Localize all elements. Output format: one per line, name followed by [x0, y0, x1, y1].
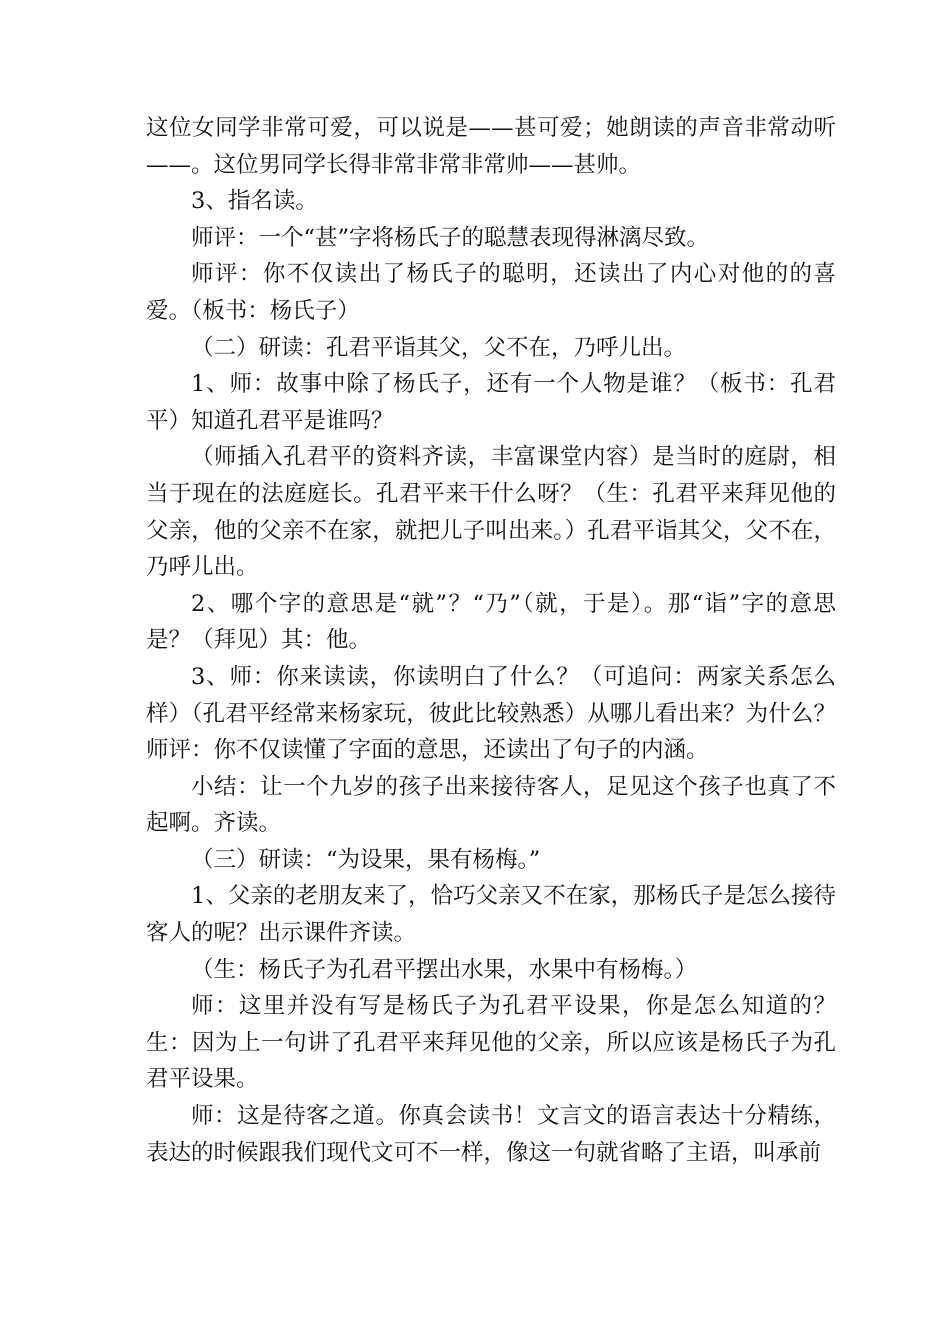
paragraph-13: （生：杨氏子为孔君平摆出水果，水果中有杨梅。）: [191, 956, 698, 983]
document-body: [146, 110, 836, 1171]
paragraph-8: 2、哪个字的意思是“就”？“乃”（就，于是）。那“诣”字的意思是？（拜见）其：他。: [146, 590, 836, 654]
paragraph-5: （二）研读：孔君平诣其父，父不在，乃呼儿出。: [191, 334, 687, 361]
paragraph-15: 师：这是待客之道。你真会读书！文言文的语言表达十分精练，表达的时候跟我们现代文可不一样，像这一句就省略了主语，叫承前: [146, 1103, 836, 1166]
paragraph-1: 这位女同学非常可爱，可以说是——甚可爱；她朗读的声音非常动听——。这位男同学长得非常非常非常帅——甚帅。: [146, 115, 836, 178]
paragraph-12: 1、父亲的老朋友来了，恰巧父亲又不在家，那杨氏子是怎么接待客人的呢？出示课件齐读。: [146, 883, 836, 947]
paragraph-7: （师插入孔君平的资料齐读，丰富课堂内容）是当时的庭尉，相当于现在的法庭庭长。孔君平来干什么呀？（生：孔君平来拜见他的父亲，他的父亲不在家，就把儿子叫出来。）孔君平诣其父，父不在，乃呼儿出。: [146, 444, 836, 581]
paragraph-14: 师：这里并没有写是杨氏子为孔君平设果，你是怎么知道的？生：因为上一句讲了孔君平来拜见他的父亲，所以应该是杨氏子为孔君平设果。: [146, 993, 836, 1093]
paragraph-6: 1、师：故事中除了杨氏子，还有一个人物是谁？（板书：孔君平）知道孔君平是谁吗？: [146, 371, 836, 434]
paragraph-2: 3、指名读。: [191, 188, 318, 215]
paragraph-11: （三）研读：“为设果，果有杨梅。”: [191, 846, 541, 873]
paragraph-10: 小结：让一个九岁的孩子出来接待客人，足见这个孩子也真了不起啊。齐读。: [146, 773, 836, 837]
paragraph-4: 师评：你不仅读出了杨氏子的聪明，还读出了内心对他的的喜爱。（板书：杨氏子）: [146, 261, 836, 324]
paragraph-3: 师评：一个“甚”字将杨氏子的聪慧表现得淋漓尽致。: [191, 224, 710, 251]
paragraph-9: 3、师：你来读读，你读明白了什么？（可追问：两家关系怎么样）（孔君平经常来杨家玩，彼此比较熟悉）从哪儿看出来？为什么？师评：你不仅读懂了字面的意思，还读出了句子的内涵。: [146, 663, 836, 764]
